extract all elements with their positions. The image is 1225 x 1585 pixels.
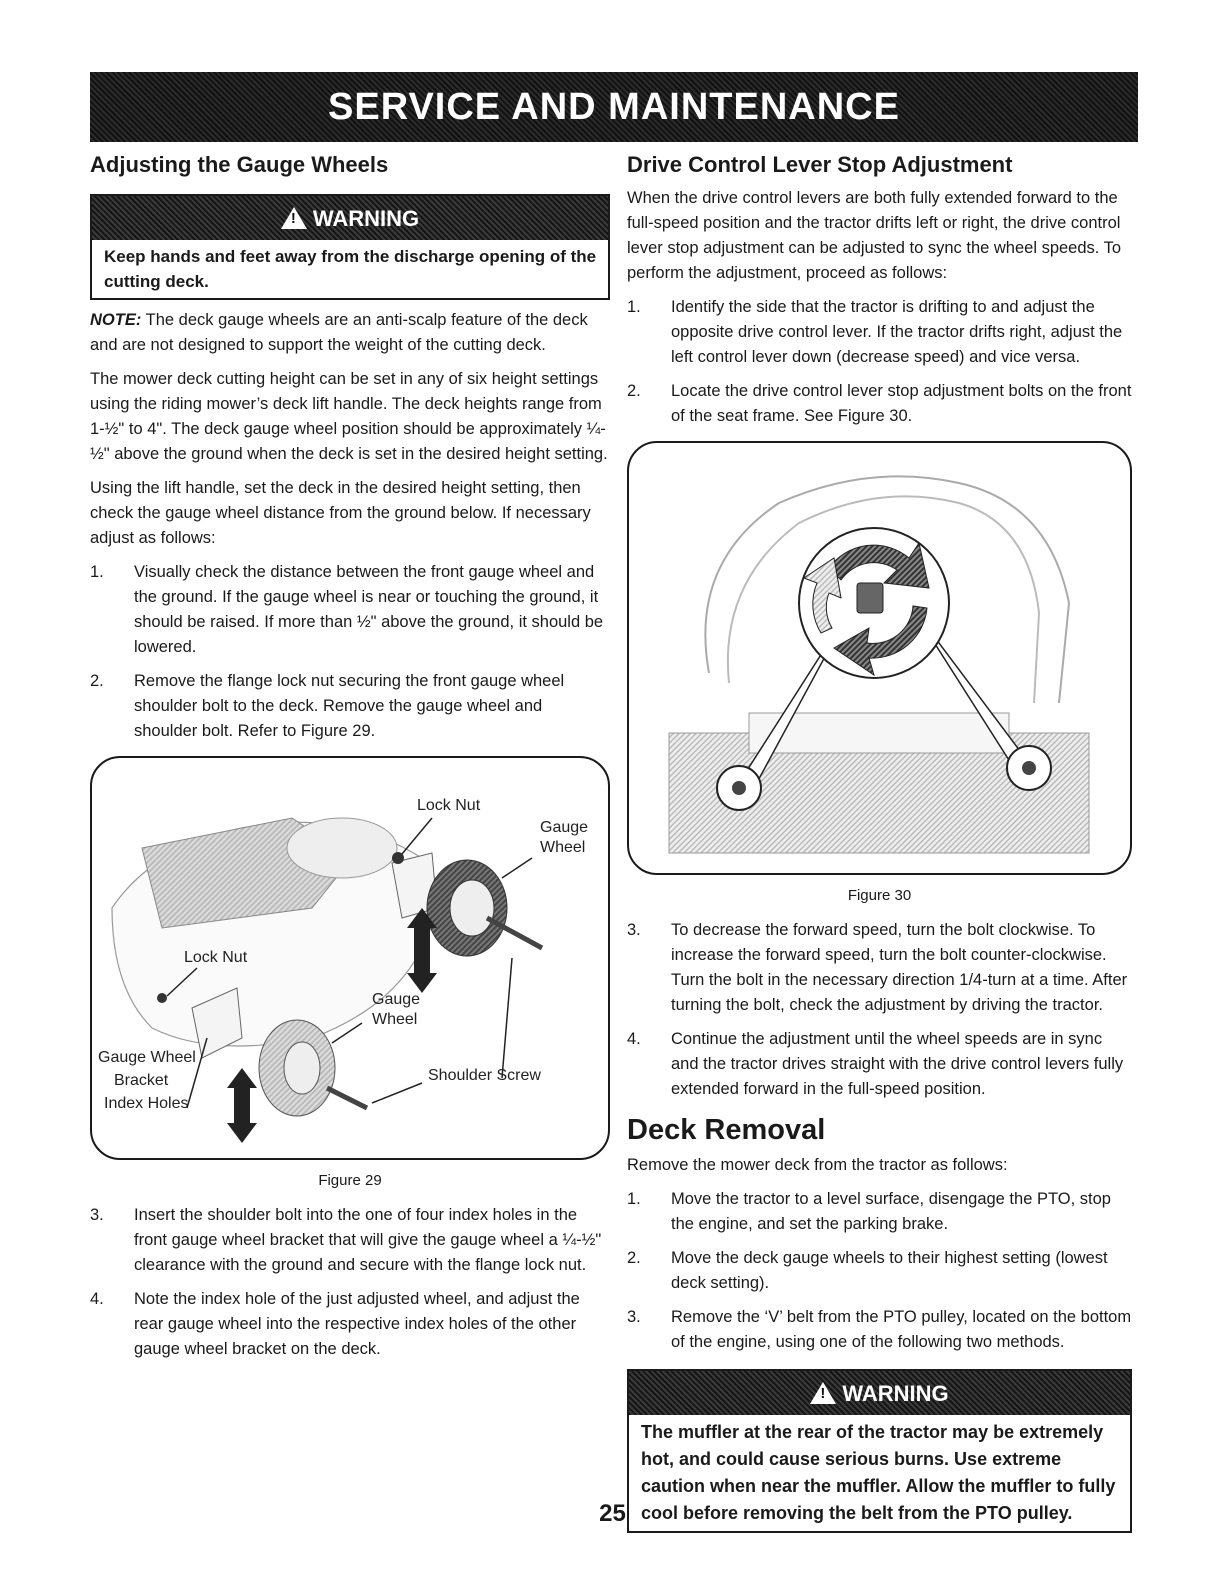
drive-intro-paragraph: When the drive control levers are both fully extended forward to the full-speed position and the tractor drifts left or right, the drive control lever stop adjustment can be adjusted to sync the wheel speeds. To perform the adjustment, proceed as follows: <box>627 189 1122 282</box>
list-item: 4. Note the index hole of the just adjusted wheel, and adjust the rear gauge wheel into the respective index holes of the other gauge wheel bracket on the deck. <box>90 1290 580 1358</box>
list-item: 1. Identify the side that the tractor is drifting to and adjust the opposite drive control lever. If the tractor drifts right, adjust the left control lever down (decrease speed) and vice versa. <box>627 298 1123 366</box>
lever-stop-illustration <box>629 443 1132 873</box>
label-gauge-top-1: Gauge <box>540 819 589 836</box>
warning-title: WARNING <box>312 205 420 231</box>
gauge-steps-list-b <box>90 1203 610 1362</box>
list-item: 2. Remove the flange lock nut securing the front gauge wheel shoulder bolt to the deck. Remove the gauge wheel and shoulder bolt. Refer to Figure 29. <box>90 672 565 740</box>
label-gauge-top-2: Wheel <box>540 839 586 856</box>
right-column <box>627 150 1132 1533</box>
list-item: 2. Move the deck gauge wheels to their highest setting (lowest deck setting). <box>627 1249 1108 1292</box>
list-item: 3. Insert the shoulder bolt into the one of four index holes in the front gauge wheel bracket that will give the gauge wheel a ¼-½" clearance with the ground and secure with the flange lock nut. <box>90 1206 602 1274</box>
list-item: 1. Visually check the distance between the front gauge wheel and the ground. If the gauge wheel is near or touching the ground, it should be raised. If more than ½" above the ground, it should be lowered. <box>90 563 604 656</box>
deck-removal-heading: Deck Removal <box>627 1114 826 1146</box>
drive-steps-list-b <box>627 918 1132 1102</box>
label-bracket-2: Bracket <box>114 1072 169 1089</box>
note-text: The deck gauge wheels are an anti-scalp feature of the deck and are not designed to support the weight of the cutting deck. <box>90 311 588 354</box>
figure-29-caption: Figure 29 <box>318 1172 382 1189</box>
label-gauge-mid-1: Gauge <box>372 991 421 1008</box>
gauge-steps-list-a <box>90 560 610 744</box>
label-lock-nut-top: Lock Nut <box>417 797 481 814</box>
label-lock-nut-left: Lock Nut <box>184 949 248 966</box>
warning-triangle-icon <box>810 1382 836 1404</box>
page-number: 25 <box>599 1500 626 1527</box>
section-title: SERVICE AND MAINTENANCE <box>328 85 900 128</box>
warning-text: The muffler at the rear of the tractor may be extremely hot, and could cause serious burns. Use extreme caution when near the muffler. Allow the muffler to fully cool before removing the belt from the PTO pulley. <box>641 1422 1116 1523</box>
figure-30 <box>627 441 1132 875</box>
warning-text: Keep hands and feet away from the discharge opening of the cutting deck. <box>104 247 597 291</box>
drive-control-heading: Drive Control Lever Stop Adjustment <box>627 152 1013 177</box>
note-label: NOTE: <box>90 311 142 329</box>
gauge-wheels-heading: Adjusting the Gauge Wheels <box>90 152 389 177</box>
figure-29 <box>90 756 610 1160</box>
warning-box-discharge <box>90 194 610 300</box>
lift-handle-paragraph: Using the lift handle, set the deck in the desired height setting, then check the gauge wheel distance from the ground below. If necessary adjust as follows: <box>90 479 591 547</box>
section-banner <box>90 72 1138 142</box>
deck-steps-list <box>627 1187 1132 1355</box>
warning-header <box>92 196 608 240</box>
label-gauge-mid-2: Wheel <box>372 1011 418 1028</box>
label-bracket-1: Gauge Wheel <box>98 1049 196 1066</box>
label-bracket-3: Index Holes <box>104 1095 189 1112</box>
deck-intro-paragraph: Remove the mower deck from the tractor as follows: <box>627 1156 1008 1174</box>
height-paragraph: The mower deck cutting height can be set in any of six height settings using the riding mower’s deck lift handle. The deck heights range from 1-½" to 4". The deck gauge wheel position should be approximately ¼-½" above the ground when the deck is set in the desired height setting. <box>90 370 608 463</box>
left-column <box>90 150 610 1371</box>
list-item: 4. Continue the adjustment until the wheel speeds are in sync and the tractor drives straight with the drive control levers fully extended forward in the full-speed position. <box>627 1030 1124 1098</box>
warning-title: WARNING <box>842 1380 949 1406</box>
note-paragraph <box>90 308 610 358</box>
warning-header <box>629 1371 1130 1415</box>
list-item: 3. To decrease the forward speed, turn the bolt clockwise. To increase the forward speed, turn the bolt counter-clockwise. Turn the bolt in the necessary direction 1/4-turn at a time. After turning the bolt, check the adjustment by driving the tractor. <box>627 921 1128 1014</box>
drive-steps-list-a <box>627 295 1132 429</box>
list-item: 2. Locate the drive control lever stop adjustment bolts on the front of the seat frame. See Figure 30. <box>627 382 1132 425</box>
figure-30-caption: Figure 30 <box>847 887 912 904</box>
list-item: 1. Move the tractor to a level surface, disengage the PTO, stop the engine, and set the parking brake. <box>627 1190 1111 1233</box>
list-item: 3. Remove the ‘V’ belt from the PTO pulley, located on the bottom of the engine, using one of the following two methods. <box>627 1308 1132 1351</box>
label-shoulder-screw: Shoulder Screw <box>428 1067 541 1084</box>
warning-triangle-icon <box>281 207 307 229</box>
